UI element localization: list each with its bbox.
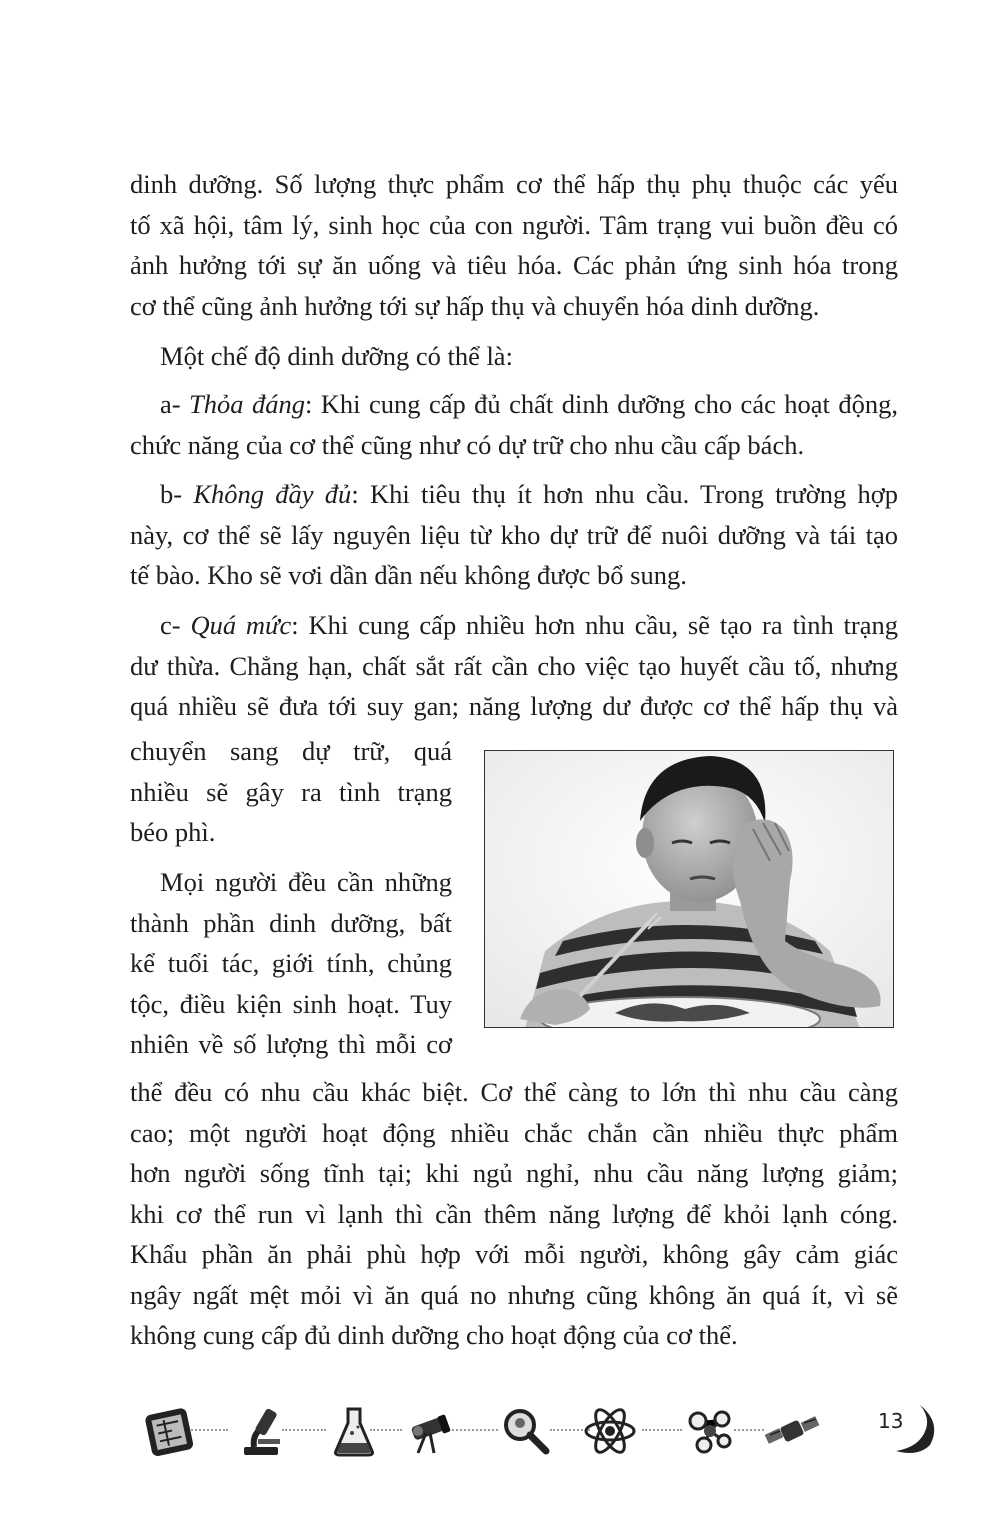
photo-illustration <box>485 751 894 1028</box>
text-line: ngây ngất mệt mỏi vì ăn quá no nhưng cũng không ăn quá ít, vì sẽ <box>130 1279 898 1310</box>
text-line: béo phì. <box>130 817 216 847</box>
telescope-icon <box>400 1403 456 1459</box>
text-line: nhiều sẽ gây ra tình trạng <box>130 776 452 807</box>
text-line: dư thừa. Chẳng hạn, chất sắt rất cần cho việc tạo huyết cầu tố, nhưng <box>130 650 898 681</box>
term-qua-muc: Quá mức <box>190 610 292 640</box>
term-khong-day-du: Không đầy đủ <box>193 479 352 509</box>
dotted-divider <box>642 1429 682 1431</box>
paragraph-4 <box>130 474 898 596</box>
atom-icon <box>582 1403 638 1459</box>
paragraph-6-narrow <box>130 862 452 1065</box>
crescent-moon-icon <box>890 1401 940 1457</box>
microscope-icon <box>234 1403 290 1459</box>
text-line: chuyển sang dự trữ, quá <box>130 736 452 766</box>
flask-icon <box>326 1403 382 1459</box>
paragraph-5 <box>130 605 898 727</box>
text-line: thành phần dinh dưỡng, bất <box>130 907 452 938</box>
text-line: thể đều có nhu cầu khác biệt. Cơ thể càng to lớn thì nhu cầu càng <box>130 1077 898 1107</box>
text-line: tố xã hội, tâm lý, sinh học của con người. Tâm trạng vui buồn đều có <box>130 209 898 240</box>
page-footer <box>130 1395 950 1475</box>
text-line: dinh dưỡng. Số lượng thực phẩm cơ thể hấp thụ phụ thuộc các yếu <box>130 169 898 199</box>
text-line: này, cơ thể sẽ lấy nguyên liệu từ kho dự trữ để nuôi dưỡng và tái tạo <box>130 519 898 550</box>
text-line: a- Thỏa đáng: Khi cung cấp đủ chất dinh dưỡng cho các hoạt động, <box>160 389 898 419</box>
circuit-board-icon <box>142 1403 198 1459</box>
text-line: ảnh hưởng tới sự ăn uống và tiêu hóa. Các phản ứng sinh hóa trong <box>130 250 898 280</box>
paragraph-3 <box>130 384 898 465</box>
paragraph-1 <box>130 164 898 326</box>
satellite-icon <box>764 1403 820 1459</box>
text-line: Mọi người đều cần những <box>160 867 452 897</box>
paragraph-6-wide <box>130 1072 898 1356</box>
dotted-divider <box>734 1429 764 1431</box>
photo-boy-at-table <box>484 750 894 1028</box>
text-line: không cung cấp đủ dinh dưỡng cho hoạt động của cơ thể. <box>130 1320 738 1350</box>
text-line: cơ thể cũng ảnh hưởng tới sự hấp thụ và chuyển hóa dinh dưỡng. <box>130 290 820 321</box>
text-line: tộc, điều kiện sinh hoạt. Tuy <box>130 988 452 1019</box>
text-line: chức năng của cơ thể cũng như có dự trữ cho nhu cầu cấp bách. <box>130 429 805 460</box>
text-line: tế bào. Kho sẽ vơi dần dần nếu không được bổ sung. <box>130 560 687 590</box>
molecule-icon <box>680 1403 736 1459</box>
paragraph-2 <box>160 336 898 377</box>
magnifier-icon <box>498 1403 554 1459</box>
text-line: b- Không đầy đủ: Khi tiêu thụ ít hơn nhu cầu. Trong trường hợp <box>160 479 898 509</box>
text-line: Một chế độ dinh dưỡng có thể là: <box>160 341 513 371</box>
text-line: quá nhiều sẽ đưa tới suy gan; năng lượng dư được cơ thể hấp thụ và <box>130 691 898 721</box>
text-line: Khẩu phần ăn phải phù hợp với mỗi người, không gây cảm giác <box>130 1239 898 1269</box>
term-thoa-dang: Thỏa đáng <box>189 389 305 419</box>
text-line: nhiên về số lượng thì mỗi cơ <box>130 1029 452 1059</box>
text-line: kể tuổi tác, giới tính, chủng <box>130 948 452 978</box>
text-line: khi cơ thể run vì lạnh thì cần thêm năng lượng để khỏi lạnh cóng. <box>130 1198 898 1229</box>
page-number: 13 <box>878 1409 904 1433</box>
paragraph-5-narrow <box>130 731 452 853</box>
text-line: cao; một người hoạt động nhiều chắc chắn cần nhiều thực phẩm <box>130 1117 898 1148</box>
text-line: hơn người sống tĩnh tại; khi ngủ nghỉ, nhu cầu năng lượng giảm; <box>130 1158 898 1188</box>
text-line: c- Quá mức: Khi cung cấp nhiều hơn nhu cầu, sẽ tạo ra tình trạng <box>160 610 898 640</box>
